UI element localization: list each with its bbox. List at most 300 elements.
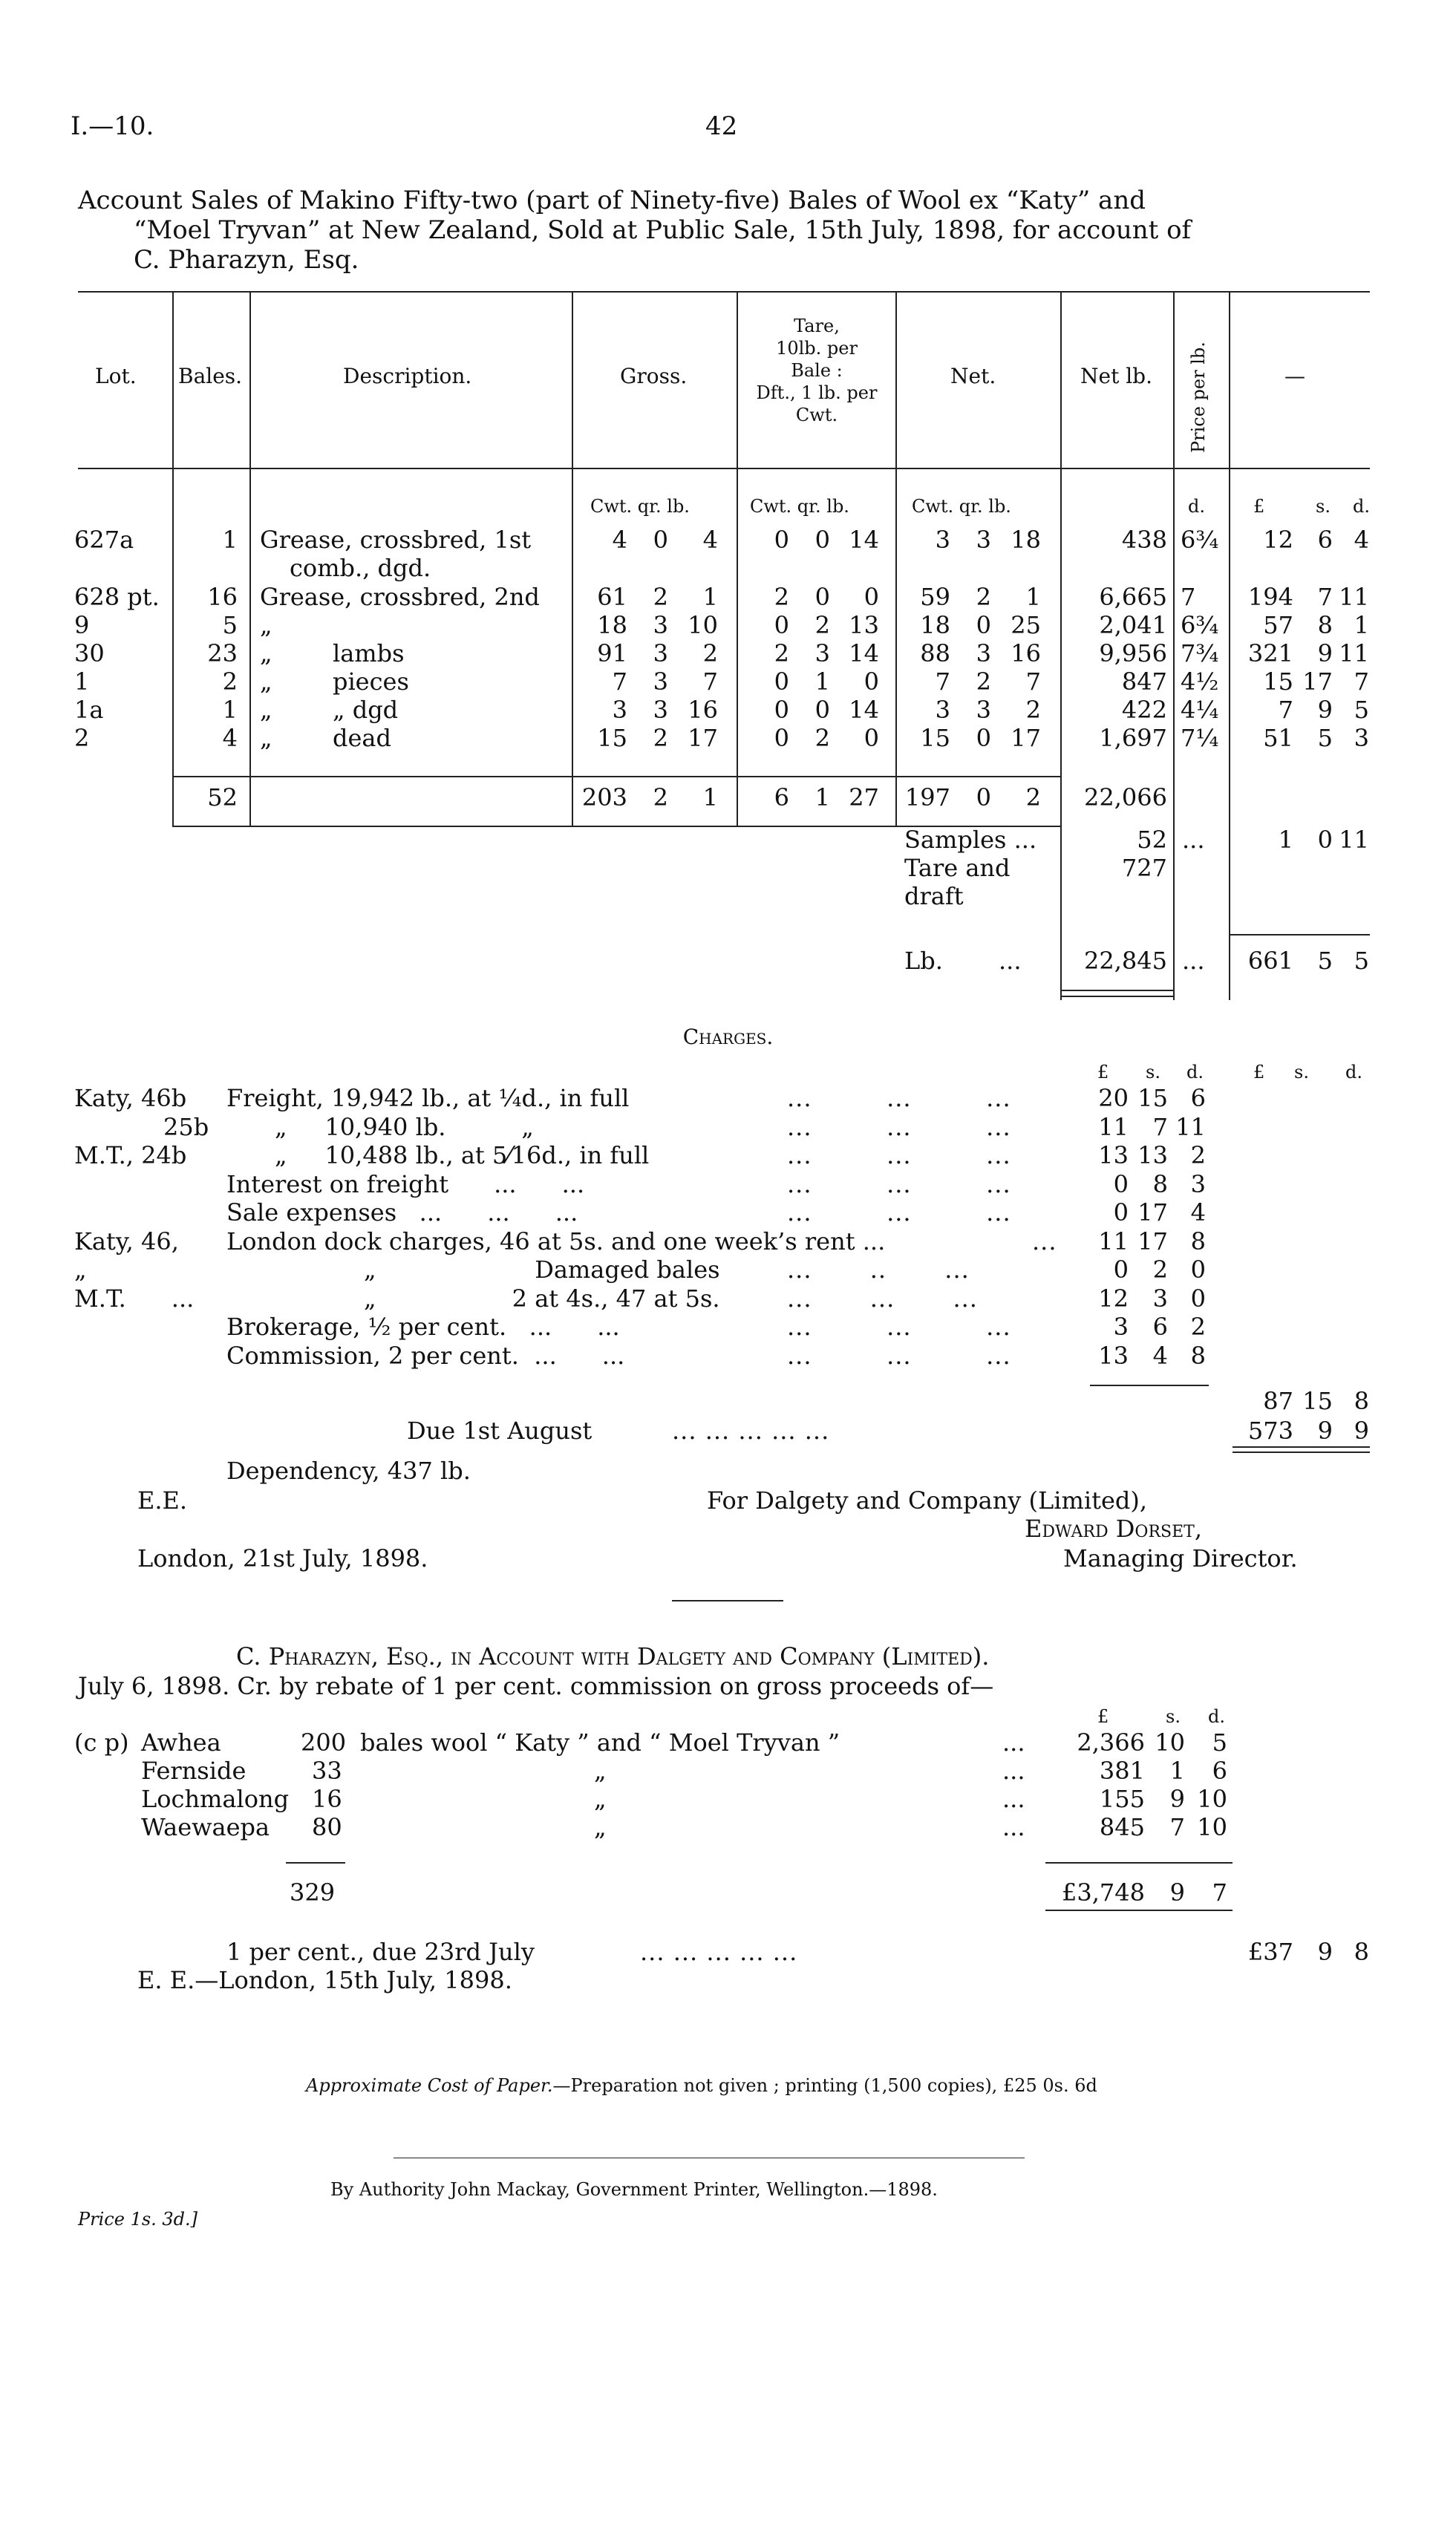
pence-cell: 4 [1354,526,1369,554]
shillings-cell: 17 [1302,667,1333,696]
tare-cwt-cell: 0 [774,611,789,639]
cost-of-paper [306,2075,1097,2096]
total-tare-qr: 1 [814,783,830,812]
shillings-cell: 7 [1317,583,1333,611]
total-tare-lb: 27 [849,783,879,812]
net-cwt-cell: 88 [920,639,950,667]
tare-qr-cell: 0 [814,696,830,724]
gross-qr-cell: 2 [653,724,668,752]
col-rule [1060,291,1062,1000]
tare-draft-label: draft [904,882,964,910]
samples-label: Samples ... [904,826,1037,854]
cost-text: —Preparation not given ; printing (1,500 copies), £25 0s. 6d [552,2075,1097,2096]
total-net-cwt: 197 [904,783,950,812]
total-net-lb: 2 [1025,783,1041,812]
charge-description: Interest on freight ... ... [226,1169,585,1198]
account-total-rule [1045,1910,1233,1911]
rebate-label: 1 per cent., due 23rd July [226,1938,535,1966]
gross-cwt-cell: 61 [597,583,627,611]
charge-pence: 4 [1190,1198,1206,1227]
charge-ref: „ [74,1255,87,1284]
bales-cell: 16 [207,583,238,611]
bales-cell: 4 [222,724,238,752]
account-pounds: 381 [1099,1757,1145,1785]
gross-lb-cell: 10 [688,611,718,639]
charge-pounds: 20 [1098,1084,1129,1112]
charge-pence: 6 [1190,1084,1206,1112]
grand-pounds: 661 [1247,947,1293,975]
charge-dots: ... ... ... [787,1169,1011,1198]
account-pence: 5 [1212,1728,1227,1757]
pence-cell: 3 [1354,724,1369,752]
charge-description: Brokerage, ½ per cent. ... ... [226,1313,620,1341]
charge-pounds: 13 [1098,1141,1129,1169]
pounds-cell: 15 [1263,667,1293,696]
charge-description: Sale expenses ... ... ... [226,1198,578,1227]
place-date: London, 21st July, 1898. [137,1544,428,1573]
cost-label: Approximate Cost of Paper. [306,2075,553,2096]
due-pence: 9 [1354,1417,1369,1445]
table-top-rule [78,291,1370,293]
charge-pence: 2 [1190,1141,1206,1169]
shillings-cell: 9 [1317,639,1333,667]
total-gross-lb: 1 [702,783,718,812]
rebate-shillings: 9 [1317,1938,1333,1966]
netlb-cell: 2,041 [1099,611,1167,639]
gross-lb-cell: 4 [702,526,718,554]
title-line-1: Account Sales of Makino Fifty-two (part of Ninety-five) Bales of Wool ex “Katy” and [78,186,1146,215]
net-cwt-cell: 59 [920,583,950,611]
samples-pence: 11 [1339,826,1369,854]
tare-cwt-cell: 2 [774,639,789,667]
account-station-name: Lochmalong [141,1785,290,1813]
charges-unit-pounds: £ [1097,1062,1109,1082]
lot-cell: 2 [74,724,90,752]
charge-dots: ... ... ... [787,1313,1011,1341]
charge-description: „ Damaged bales [364,1255,720,1284]
charge-pence: 8 [1190,1341,1206,1370]
tare-lb-cell: 0 [864,583,879,611]
due-shillings: 9 [1317,1417,1333,1445]
account-description: „ [594,1757,607,1785]
net-lb-cell: 17 [1011,724,1041,752]
unit-price: d. [1188,496,1205,517]
gross-lb-cell: 2 [702,639,718,667]
charge-description: „ 2 at 4s., 47 at 5s. [364,1284,720,1313]
charge-pounds: 13 [1098,1341,1129,1370]
charge-description: London dock charges, 46 at 5s. and one week’s rent ... [226,1227,886,1255]
pence-cell: 11 [1339,639,1369,667]
charge-ref: 25b [163,1112,209,1141]
net-lb-cell: 18 [1011,526,1041,554]
printer-authority: By Authority John Mackay, Government Printer, Wellington.—1898. [330,2179,938,2200]
charge-shillings: 13 [1137,1141,1168,1169]
charge-shillings: 2 [1152,1255,1168,1284]
samples-lb: 52 [1137,826,1167,854]
charges-total-shillings: 15 [1302,1387,1333,1415]
account-description: „ [594,1785,607,1813]
charge-shillings: 3 [1152,1284,1168,1313]
account-station-name: Awhea [141,1728,221,1757]
dependency-note: Dependency, 437 lb. [226,1457,471,1485]
charge-pence: 8 [1190,1227,1206,1255]
account-unit-pence: d. [1208,1706,1225,1727]
samples-pounds: 1 [1278,826,1293,854]
lb-total-label: Lb. [904,947,943,975]
charge-description: „ 10,940 lb. „ [275,1112,534,1141]
tare-qr-cell: 1 [814,667,830,696]
charge-pounds: 3 [1113,1313,1129,1341]
signatory-name: Edward Dorset, [1025,1515,1203,1543]
gross-cwt-cell: 4 [612,526,627,554]
charge-pence: 11 [1175,1112,1206,1141]
bales-cell: 5 [222,611,238,639]
col-header-tare: 10lb. per [776,338,858,359]
account-pence: 6 [1212,1757,1227,1785]
netlb-double-rule [1060,996,1173,997]
tare-cwt-cell: 2 [774,583,789,611]
bales-cell: 1 [222,696,238,724]
due-double-rule [1233,1446,1370,1448]
gross-qr-cell: 3 [653,696,668,724]
rebate-amount: £37 [1247,1938,1293,1966]
pounds-cell: 194 [1247,583,1293,611]
net-qr-cell: 0 [976,611,991,639]
price-note: Price 1s. 3d.] [78,2209,198,2230]
charge-pence: 0 [1190,1284,1206,1313]
samples-dots: ... [1182,826,1205,854]
title-line-3: C. Pharazyn, Esq. [134,245,359,275]
account-dots: ... [1002,1813,1025,1841]
charge-dots: ... ... ... [787,1084,1011,1112]
price-cell: 7¼ [1181,724,1219,752]
charges-total-pounds: 87 [1263,1387,1293,1415]
tare-qr-cell: 3 [814,639,830,667]
net-lb-cell: 2 [1025,696,1041,724]
description-cell: Grease, crossbred, 2nd [260,583,540,611]
charges-unit-shillings-2: s. [1294,1062,1309,1082]
document-reference: I.—10. [71,111,154,141]
account-heading: C. Pharazyn, Esq., in Account with Dalgety and Company (Limited). [236,1642,990,1671]
table-header-rule [78,468,1370,469]
tare-draft-lb: 727 [1121,854,1167,882]
account-bales: 33 [312,1757,342,1785]
gross-cwt-cell: 91 [597,639,627,667]
col-header-bales: Bales. [178,364,243,388]
charge-ref: M.T., 24b [74,1141,187,1169]
charge-shillings: 4 [1152,1341,1168,1370]
description-cell: „ lambs [260,639,405,667]
price-cell: 7 [1181,583,1196,611]
charge-pence: 3 [1190,1169,1206,1198]
gross-lb-cell: 7 [702,667,718,696]
charge-shillings: 15 [1137,1084,1168,1112]
rebate-dots: ... ... ... ... ... [640,1938,798,1966]
lot-cell: 627a [74,526,134,554]
net-qr-cell: 3 [976,639,991,667]
charge-shillings: 8 [1152,1169,1168,1198]
account-description: bales wool “ Katy ” and “ Moel Tryvan ” [360,1728,840,1757]
account-total-pence: 7 [1212,1878,1227,1907]
title-line-2: “Moel Tryvan” at New Zealand, Sold at Public Sale, 15th July, 1898, for account of [134,215,1192,245]
pounds-cell: 321 [1247,639,1293,667]
bales-cell: 2 [222,667,238,696]
account-pounds: 845 [1099,1813,1145,1841]
col-header-netlb: Net lb. [1080,364,1153,388]
charge-description: Freight, 19,942 lb., at ¼d., in full [226,1084,630,1112]
gross-lb-cell: 17 [688,724,718,752]
charge-description: „ 10,488 lb., at 5⁄16d., in full [275,1141,650,1169]
account-dots: ... [1002,1785,1025,1813]
section-divider [672,1600,783,1601]
lb-total: 22,845 [1084,947,1167,975]
ee-initials: E.E. [137,1486,188,1515]
gross-qr-cell: 3 [653,667,668,696]
net-lb-cell: 7 [1025,667,1041,696]
description-cell: „ dead [260,724,391,752]
account-ref: (c p) [74,1728,129,1757]
description-cell: „ „ dgd [260,696,399,724]
charge-pounds: 12 [1098,1284,1129,1313]
tare-draft-label: Tare and [904,854,1011,882]
gross-cwt-cell: 3 [612,696,627,724]
lot-cell: 1a [74,696,104,724]
account-bales: 80 [312,1813,342,1841]
charge-pounds: 11 [1098,1227,1129,1255]
description-cell: „ pieces [260,667,409,696]
grand-shillings: 5 [1317,947,1333,975]
account-dots: ... [1002,1757,1025,1785]
charge-pounds: 0 [1113,1255,1129,1284]
gross-cwt-cell: 15 [597,724,627,752]
charge-shillings: 17 [1137,1227,1168,1255]
account-pence: 10 [1197,1785,1227,1813]
account-pounds: 2,366 [1077,1728,1145,1757]
amount-subtotal-rule [1229,934,1370,935]
shillings-cell: 9 [1317,696,1333,724]
lot-cell: 30 [74,639,105,667]
col-header-lot: Lot. [95,364,137,388]
account-station-name: Fernside [141,1757,247,1785]
grand-pence: 5 [1354,947,1369,975]
gross-lb-cell: 1 [702,583,718,611]
col-rule [737,291,738,826]
netlb-cell: 6,665 [1099,583,1167,611]
tare-qr-cell: 2 [814,611,830,639]
account-intro: July 6, 1898. Cr. by rebate of 1 per cent. commission on gross proceeds of— [78,1672,994,1700]
total-gross-qr: 2 [653,783,668,812]
account-shillings: 7 [1169,1813,1185,1841]
total-bales: 52 [207,783,238,812]
net-qr-cell: 2 [976,667,991,696]
gross-lb-cell: 16 [688,696,718,724]
account-description: „ [594,1813,607,1841]
charge-ref: M.T. ... [74,1284,195,1313]
netlb-cell: 422 [1121,696,1167,724]
charge-dots: ... ... ... [787,1284,978,1313]
rebate-pence: 8 [1354,1938,1369,1966]
col-header-tare: Cwt. [795,405,838,425]
price-cell: 6¾ [1181,611,1219,639]
gross-qr-cell: 3 [653,639,668,667]
col-rule [572,291,573,826]
charges-total-pence: 8 [1354,1387,1369,1415]
account-bales: 200 [301,1728,347,1757]
charge-dots: ... ... ... [787,1198,1011,1227]
netlb-cell: 438 [1121,526,1167,554]
account-station-name: Waewaepa [141,1813,270,1841]
signatory-title: Managing Director. [1063,1544,1298,1573]
unit-pounds: £ [1253,496,1265,517]
account-total-shillings: 9 [1169,1878,1185,1907]
bales-cell: 1 [222,526,238,554]
pence-cell: 5 [1354,696,1369,724]
charge-ref: Katy, 46, [74,1227,179,1255]
tare-lb-cell: 14 [849,526,879,554]
tare-lb-cell: 0 [864,724,879,752]
col-header-tare: Tare, [794,316,840,336]
shillings-cell: 5 [1317,724,1333,752]
pounds-cell: 12 [1263,526,1293,554]
charge-ref: Katy, 46b [74,1084,187,1112]
account-total-bales: 329 [290,1878,336,1907]
tare-lb-cell: 0 [864,667,879,696]
net-cwt-cell: 7 [935,667,950,696]
gross-cwt-cell: 18 [597,611,627,639]
total-net-qr: 0 [976,783,991,812]
samples-shillings: 0 [1317,826,1333,854]
account-shillings: 9 [1169,1785,1185,1813]
charge-pounds: 0 [1113,1169,1129,1198]
col-header-amount: — [1284,364,1305,388]
tare-lb-cell: 13 [849,611,879,639]
gross-qr-cell: 0 [653,526,668,554]
charges-heading: Charges. [682,1025,774,1049]
charge-pounds: 0 [1113,1198,1129,1227]
charges-unit-pounds-2: £ [1253,1062,1265,1082]
tare-cwt-cell: 0 [774,724,789,752]
col-header-gross: Gross. [620,364,688,388]
lot-cell: 1 [74,667,90,696]
charge-dots: ... [1032,1227,1057,1255]
charge-dots: ... .. ... [787,1255,970,1284]
net-qr-cell: 0 [976,724,991,752]
account-amount-rule [1045,1862,1233,1864]
col-rule [172,291,174,826]
account-bales: 16 [312,1785,342,1813]
pounds-cell: 7 [1278,696,1293,724]
charge-shillings: 6 [1152,1313,1168,1341]
pounds-cell: 51 [1263,724,1293,752]
col-rule [1173,291,1175,1000]
page-number: 42 [705,111,738,141]
unit-net: Cwt. qr. lb. [912,496,1011,517]
col-header-price: Price per lb. [1188,342,1209,453]
col-rule [1229,291,1230,1000]
charge-pence: 2 [1190,1313,1206,1341]
col-header-description: Description. [343,364,472,388]
account-shillings: 10 [1155,1728,1185,1757]
charge-description: Commission, 2 per cent. ... ... [226,1341,625,1370]
netlb-double-rule [1060,990,1173,991]
account-unit-shillings: s. [1166,1706,1181,1727]
account-total-amount: £3,748 [1062,1878,1145,1907]
net-lb-cell: 25 [1011,611,1041,639]
charge-shillings: 17 [1137,1198,1168,1227]
tare-qr-cell: 0 [814,583,830,611]
tare-lb-cell: 14 [849,639,879,667]
net-cwt-cell: 18 [920,611,950,639]
account-pounds: 155 [1099,1785,1145,1813]
netlb-cell: 847 [1121,667,1167,696]
due-label: Due 1st August [407,1417,592,1445]
col-header-net: Net. [950,364,996,388]
total-netlb: 22,066 [1084,783,1167,812]
net-qr-cell: 3 [976,696,991,724]
charges-sum-rule [1090,1385,1209,1386]
charge-dots: ... ... ... [787,1141,1011,1169]
netlb-cell: 9,956 [1099,639,1167,667]
account-shillings: 1 [1169,1757,1185,1785]
net-lb-cell: 1 [1025,583,1041,611]
lot-cell: 9 [74,611,90,639]
description-cell-line2: comb., dgd. [290,554,431,582]
tare-qr-cell: 0 [814,526,830,554]
pounds-cell: 57 [1263,611,1293,639]
tare-cwt-cell: 0 [774,696,789,724]
charge-pounds: 11 [1098,1112,1129,1141]
unit-tare: Cwt. qr. lb. [750,496,849,517]
tare-cwt-cell: 0 [774,526,789,554]
net-qr-cell: 3 [976,526,991,554]
price-cell: 4¼ [1181,696,1219,724]
price-cell: 4½ [1181,667,1219,696]
account-pence: 10 [1197,1813,1227,1841]
charges-unit-pence: d. [1186,1062,1204,1082]
gross-qr-cell: 3 [653,611,668,639]
shillings-cell: 8 [1317,611,1333,639]
netlb-cell: 1,697 [1099,724,1167,752]
lot-cell: 628 pt. [74,583,160,611]
for-company: For Dalgety and Company (Limited), [707,1486,1148,1515]
due-double-rule [1233,1452,1370,1453]
pence-cell: 7 [1354,667,1369,696]
pence-cell: 11 [1339,583,1369,611]
net-cwt-cell: 15 [920,724,950,752]
tare-cwt-cell: 0 [774,667,789,696]
col-rule [249,291,251,826]
net-cwt-cell: 3 [935,526,950,554]
charge-shillings: 7 [1152,1112,1168,1141]
unit-shillings: s. [1316,496,1331,517]
bales-cell: 23 [207,639,238,667]
price-cell: 6¾ [1181,526,1219,554]
charges-unit-shillings: s. [1146,1062,1160,1082]
unit-pence: d. [1353,496,1370,517]
net-cwt-cell: 3 [935,696,950,724]
due-dots: ... ... ... ... ... [672,1417,830,1445]
lb-total-dots: ... [1182,947,1205,975]
account-bales-rule [286,1862,345,1864]
total-gross-cwt: 203 [581,783,627,812]
price-cell: 7¾ [1181,639,1219,667]
tare-qr-cell: 2 [814,724,830,752]
charge-dots: ... ... ... [787,1341,1011,1370]
charge-dots: ... ... ... [787,1112,1011,1141]
gross-qr-cell: 2 [653,583,668,611]
account-dots: ... [1002,1728,1025,1757]
account-unit-pounds: £ [1097,1706,1109,1727]
